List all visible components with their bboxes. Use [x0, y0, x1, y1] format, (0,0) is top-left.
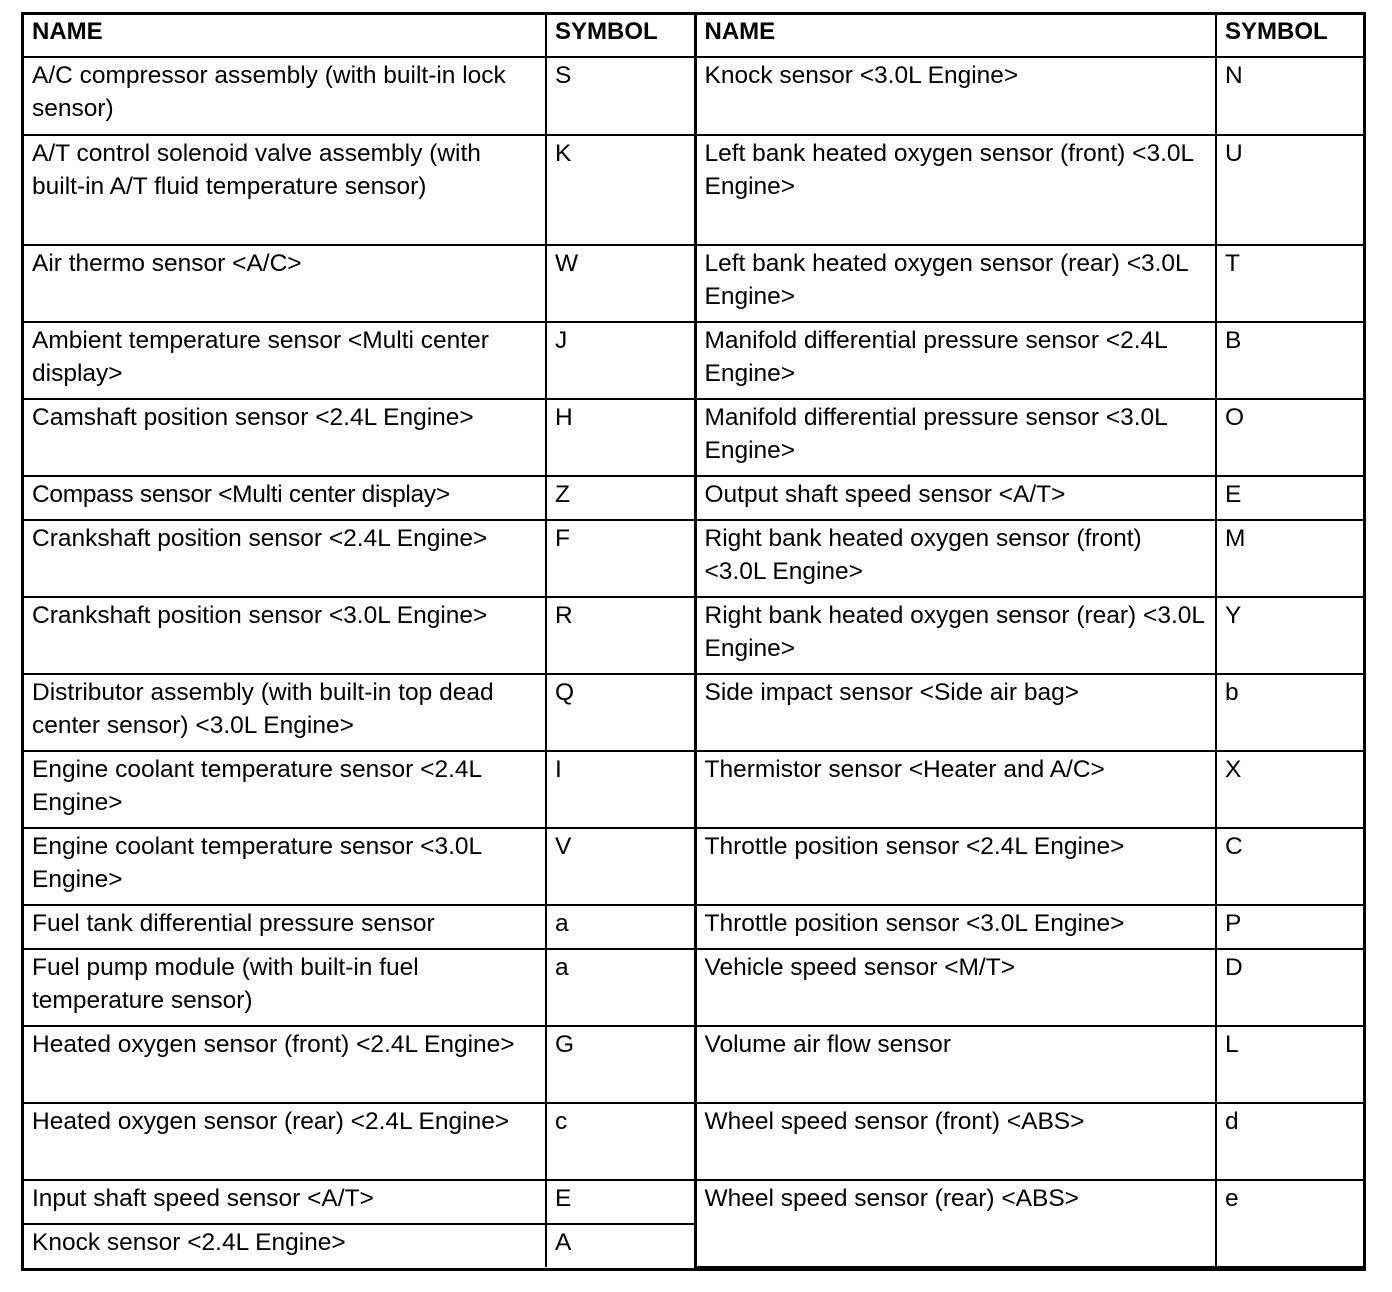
left-symbol-cell: a	[546, 949, 695, 1026]
table-row	[24, 674, 1363, 751]
left-symbol-cell: W	[546, 245, 695, 322]
left-symbol-cell: Z	[546, 476, 695, 520]
right-symbol-cell: B	[1216, 322, 1363, 399]
left-name-cell: Camshaft position sensor <2.4L Engine>	[24, 399, 546, 476]
table-row	[24, 828, 1363, 905]
right-name-cell: Vehicle speed sensor <M/T>	[695, 949, 1216, 1026]
right-symbol-cell: O	[1216, 399, 1363, 476]
left-name-cell: Ambient temperature sensor <Multi center display>	[24, 322, 546, 399]
left-symbol-cell: F	[546, 520, 695, 597]
left-symbol-cell: J	[546, 322, 695, 399]
left-symbol-cell: A	[546, 1224, 695, 1267]
table-row	[24, 322, 1363, 399]
right-symbol-cell: e	[1216, 1180, 1363, 1267]
left-symbol-cell: a	[546, 905, 695, 949]
left-name-cell: Fuel pump module (with built-in fuel temperature sensor)	[24, 949, 546, 1026]
left-symbol-cell: Q	[546, 674, 695, 751]
table-row	[24, 399, 1363, 476]
left-symbol-cell: E	[546, 1180, 695, 1224]
left-symbol-cell: S	[546, 57, 695, 135]
left-symbol-cell: K	[546, 135, 695, 245]
table-row	[24, 1103, 1363, 1180]
header-row	[24, 15, 1363, 57]
left-name-cell: Air thermo sensor <A/C>	[24, 245, 546, 322]
table-row	[24, 751, 1363, 828]
right-symbol-cell: C	[1216, 828, 1363, 905]
right-name-cell: Manifold differential pressure sensor <3.0L Engine>	[695, 399, 1216, 476]
table-row	[24, 520, 1363, 597]
table-row	[24, 476, 1363, 520]
header-name-left: NAME	[24, 15, 546, 57]
right-symbol-cell: X	[1216, 751, 1363, 828]
left-symbol-cell: H	[546, 399, 695, 476]
left-name-cell: Fuel tank differential pressure sensor	[24, 905, 546, 949]
right-name-cell: Volume air flow sensor	[695, 1026, 1216, 1103]
header-name-right: NAME	[695, 15, 1216, 57]
right-name-cell: Knock sensor <3.0L Engine>	[695, 57, 1216, 135]
table-row	[24, 57, 1363, 135]
sensor-symbol-table-frame	[21, 12, 1366, 1271]
right-name-cell: Manifold differential pressure sensor <2.4L Engine>	[695, 322, 1216, 399]
right-symbol-cell: d	[1216, 1103, 1363, 1180]
left-name-cell: Knock sensor <2.4L Engine>	[24, 1224, 546, 1267]
header-symbol-left: SYMBOL	[546, 15, 695, 57]
left-name-cell: A/T control solenoid valve assembly (with built-in A/T fluid temperature sensor)	[24, 135, 546, 245]
left-symbol-cell: G	[546, 1026, 695, 1103]
right-name-cell: Output shaft speed sensor <A/T>	[695, 476, 1216, 520]
right-symbol-cell: L	[1216, 1026, 1363, 1103]
table-row	[24, 1180, 1363, 1224]
right-symbol-cell: T	[1216, 245, 1363, 322]
right-symbol-cell: b	[1216, 674, 1363, 751]
table-row	[24, 1026, 1363, 1103]
left-name-cell: Crankshaft position sensor <2.4L Engine>	[24, 520, 546, 597]
right-name-cell: Wheel speed sensor (rear) <ABS>	[695, 1180, 1216, 1267]
left-name-cell: Heated oxygen sensor (front) <2.4L Engine>	[24, 1026, 546, 1103]
right-name-cell: Side impact sensor <Side air bag>	[695, 674, 1216, 751]
right-name-cell: Thermistor sensor <Heater and A/C>	[695, 751, 1216, 828]
right-symbol-cell: U	[1216, 135, 1363, 245]
right-name-cell: Throttle position sensor <3.0L Engine>	[695, 905, 1216, 949]
right-name-cell: Throttle position sensor <2.4L Engine>	[695, 828, 1216, 905]
left-name-cell: A/C compressor assembly (with built-in lock sensor)	[24, 57, 546, 135]
right-name-cell: Wheel speed sensor (front) <ABS>	[695, 1103, 1216, 1180]
left-symbol-cell: V	[546, 828, 695, 905]
right-symbol-cell: Y	[1216, 597, 1363, 674]
left-name-cell: Engine coolant temperature sensor <2.4L Engine>	[24, 751, 546, 828]
left-name-cell: Distributor assembly (with built-in top dead center sensor) <3.0L Engine>	[24, 674, 546, 751]
table-row	[24, 905, 1363, 949]
right-name-cell: Left bank heated oxygen sensor (front) <3.0L Engine>	[695, 135, 1216, 245]
table-row	[24, 135, 1363, 245]
right-symbol-cell: N	[1216, 57, 1363, 135]
table-row	[24, 245, 1363, 322]
left-name-cell: Compass sensor <Multi center display>	[24, 476, 546, 520]
left-name-cell: Engine coolant temperature sensor <3.0L Engine>	[24, 828, 546, 905]
right-symbol-cell: P	[1216, 905, 1363, 949]
header-symbol-right: SYMBOL	[1216, 15, 1363, 57]
table-row	[24, 949, 1363, 1026]
left-name-cell: Crankshaft position sensor <3.0L Engine>	[24, 597, 546, 674]
right-name-cell: Right bank heated oxygen sensor (front) <3.0L Engine>	[695, 520, 1216, 597]
right-symbol-cell: D	[1216, 949, 1363, 1026]
right-name-cell: Left bank heated oxygen sensor (rear) <3.0L Engine>	[695, 245, 1216, 322]
left-symbol-cell: c	[546, 1103, 695, 1180]
left-symbol-cell: R	[546, 597, 695, 674]
right-symbol-cell: M	[1216, 520, 1363, 597]
left-symbol-cell: I	[546, 751, 695, 828]
table-row	[24, 597, 1363, 674]
sensor-symbol-table	[24, 15, 1363, 1268]
left-name-cell: Input shaft speed sensor <A/T>	[24, 1180, 546, 1224]
right-symbol-cell: E	[1216, 476, 1363, 520]
left-name-cell: Heated oxygen sensor (rear) <2.4L Engine>	[24, 1103, 546, 1180]
right-name-cell: Right bank heated oxygen sensor (rear) <3.0L Engine>	[695, 597, 1216, 674]
